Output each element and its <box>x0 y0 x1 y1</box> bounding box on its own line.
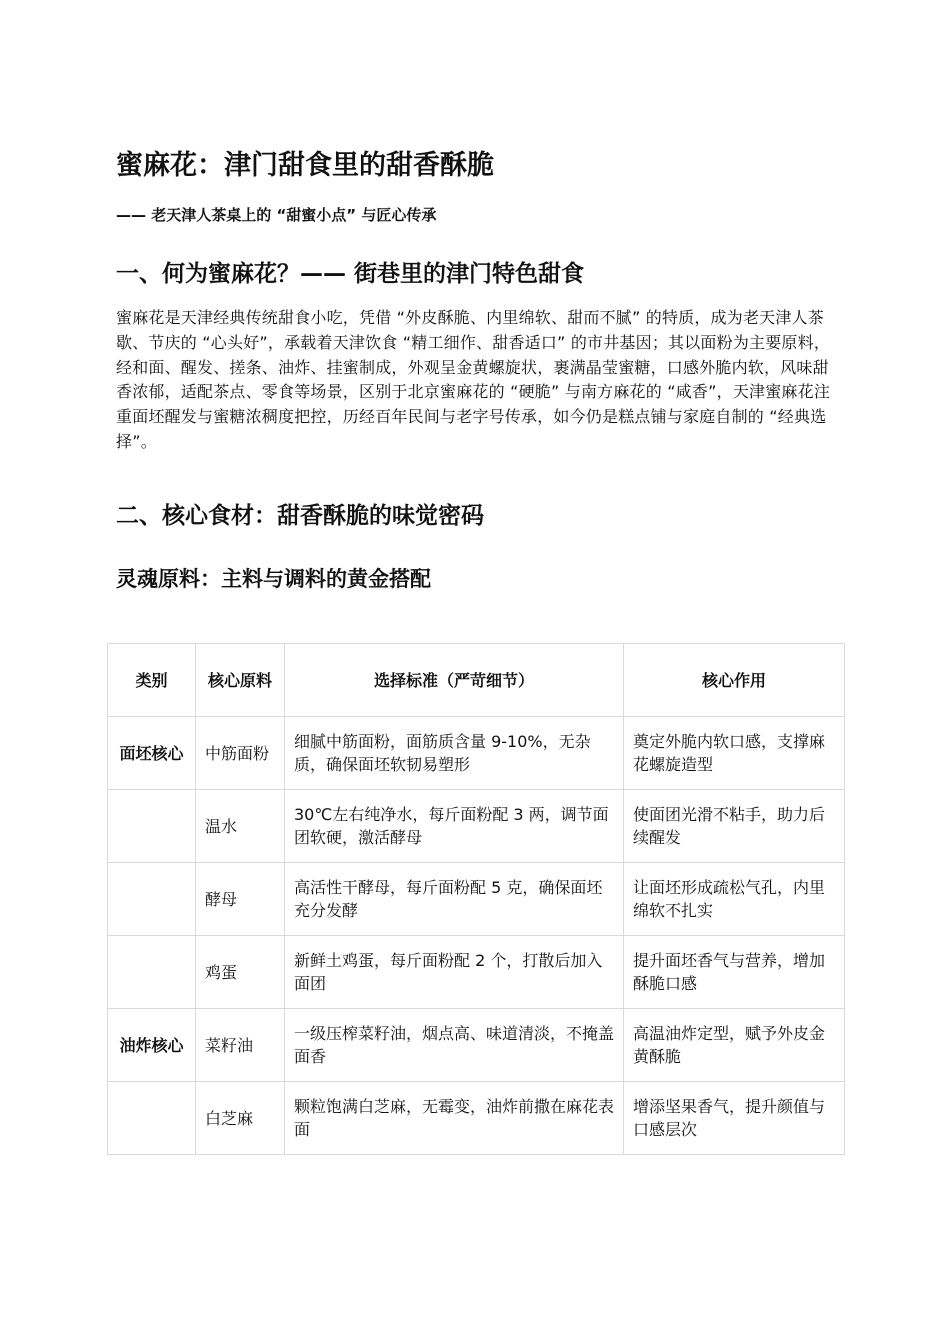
header-standard: 选择标准（严苛细节） <box>285 644 624 717</box>
document-subtitle: —— 老天津人茶桌上的 “甜蜜小点” 与匠心传承 <box>116 206 437 224</box>
cell-category <box>108 936 196 1009</box>
ingredients-table <box>107 643 845 1155</box>
section-1-paragraph: 蜜麻花是天津经典传统甜食小吃，凭借 “外皮酥脆、内里绵软、甜而不腻” 的特质，成为老天津人茶歇、节庆的 “心头好”，承载着天津饮食 “精工细作、甜香适口” 的市井基因；其以面粉为主要原料，经和面、醒发、搓条、油炸、挂蜜制成，外观呈金黄螺旋状，裹满晶莹蜜糖，口感外脆内软，风味甜香浓郁，适配茶点、零食等场景，区别于北京蜜麻花的 “硬脆” 与南方麻花的 “咸香”，天津蜜麻花注重面坯醒发与蜜糖浓稠度把控，历经百年民间与老字号传承，如今仍是糕点铺与家庭自制的 “经典选择”。 <box>116 308 831 451</box>
table-row <box>108 863 845 936</box>
cell-role: 提升面坯香气与营养，增加酥脆口感 <box>624 936 845 1009</box>
cell-material: 酵母 <box>196 863 285 936</box>
cell-role: 让面坯形成疏松气孔，内里绵软不扎实 <box>624 863 845 936</box>
cell-standard: 30℃左右纯净水，每斤面粉配 3 两，调节面团软硬，激活酵母 <box>285 790 624 863</box>
section-2-heading: 二、核心食材：甜香酥脆的味觉密码 <box>116 503 484 529</box>
cell-category <box>108 1082 196 1155</box>
cell-material: 白芝麻 <box>196 1082 285 1155</box>
cell-standard: 高活性干酵母，每斤面粉配 5 克，确保面坯充分发酵 <box>285 863 624 936</box>
table-row <box>108 790 845 863</box>
cell-role: 奠定外脆内软口感，支撑麻花螺旋造型 <box>624 717 845 790</box>
cell-role: 使面团光滑不粘手，助力后续醒发 <box>624 790 845 863</box>
header-material: 核心原料 <box>196 644 285 717</box>
table-row <box>108 717 845 790</box>
section-2-subheading: 灵魂原料：主料与调料的黄金搭配 <box>116 567 431 591</box>
cell-standard: 颗粒饱满白芝麻，无霉变，油炸前撒在麻花表面 <box>285 1082 624 1155</box>
header-category: 类别 <box>108 644 196 717</box>
table-row <box>108 936 845 1009</box>
cell-category: 面坯核心 <box>108 717 196 790</box>
cell-category <box>108 863 196 936</box>
cell-material: 温水 <box>196 790 285 863</box>
cell-standard: 新鲜土鸡蛋，每斤面粉配 2 个，打散后加入面团 <box>285 936 624 1009</box>
table-row <box>108 1009 845 1082</box>
table-row <box>108 1082 845 1155</box>
cell-category <box>108 790 196 863</box>
cell-role: 增添坚果香气，提升颜值与口感层次 <box>624 1082 845 1155</box>
table-header-row <box>108 644 845 717</box>
document-title: 蜜麻花：津门甜食里的甜香酥脆 <box>116 150 494 181</box>
header-role: 核心作用 <box>624 644 845 717</box>
cell-material: 鸡蛋 <box>196 936 285 1009</box>
cell-standard: 一级压榨菜籽油，烟点高、味道清淡，不掩盖面香 <box>285 1009 624 1082</box>
cell-material: 菜籽油 <box>196 1009 285 1082</box>
cell-material: 中筋面粉 <box>196 717 285 790</box>
cell-category: 油炸核心 <box>108 1009 196 1082</box>
cell-standard: 细腻中筋面粉，面筋质含量 9-10%，无杂质，确保面坯软韧易塑形 <box>285 717 624 790</box>
section-1-heading: 一、何为蜜麻花？—— 街巷里的津门特色甜食 <box>116 261 585 287</box>
cell-role: 高温油炸定型，赋予外皮金黄酥脆 <box>624 1009 845 1082</box>
